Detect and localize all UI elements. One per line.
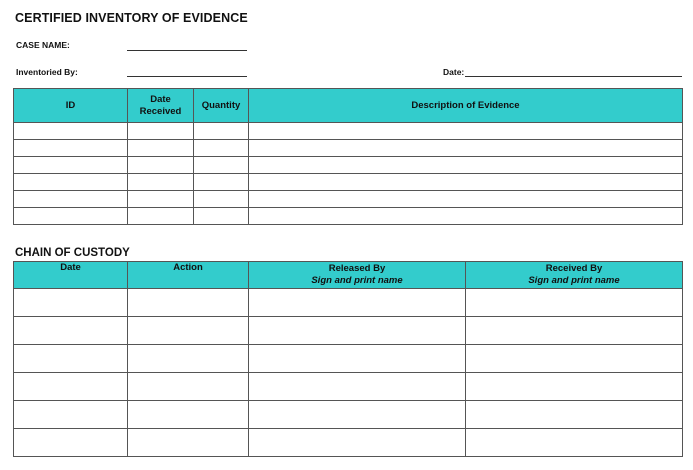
table-cell[interactable] xyxy=(249,317,466,345)
inventory-rows xyxy=(14,123,683,225)
table-cell[interactable] xyxy=(249,140,683,157)
custody-row xyxy=(14,345,683,373)
received-by-sub: Sign and print name xyxy=(528,275,620,286)
table-cell[interactable] xyxy=(14,174,128,191)
date-label: Date: xyxy=(443,67,465,77)
table-cell[interactable] xyxy=(194,208,249,225)
table-cell[interactable] xyxy=(249,174,683,191)
header-action: Action xyxy=(128,262,249,289)
custody-table xyxy=(13,261,683,457)
table-cell[interactable] xyxy=(128,174,194,191)
table-cell[interactable] xyxy=(249,401,466,429)
table-cell[interactable] xyxy=(249,429,466,457)
inventory-row xyxy=(14,174,683,191)
table-cell[interactable] xyxy=(14,429,128,457)
inventory-row xyxy=(14,123,683,140)
table-cell[interactable] xyxy=(194,191,249,208)
table-cell[interactable] xyxy=(128,208,194,225)
table-cell[interactable] xyxy=(14,345,128,373)
table-cell[interactable] xyxy=(249,289,466,317)
table-cell[interactable] xyxy=(128,123,194,140)
header-date: Date xyxy=(14,262,128,289)
table-cell[interactable] xyxy=(249,157,683,174)
table-cell[interactable] xyxy=(466,317,683,345)
table-cell[interactable] xyxy=(14,208,128,225)
table-cell[interactable] xyxy=(14,317,128,345)
header-date-received-line2: Received xyxy=(139,105,182,117)
released-by-sub: Sign and print name xyxy=(311,275,403,286)
table-cell[interactable] xyxy=(128,140,194,157)
table-cell[interactable] xyxy=(249,373,466,401)
header-received-by xyxy=(466,262,683,289)
table-cell[interactable] xyxy=(194,140,249,157)
case-name-field[interactable] xyxy=(127,50,247,51)
table-cell[interactable] xyxy=(194,123,249,140)
received-by-label: Received By xyxy=(545,263,603,274)
table-cell[interactable] xyxy=(14,140,128,157)
inventory-row xyxy=(14,208,683,225)
inventory-row xyxy=(14,157,683,174)
inventoried-by-label: Inventoried By: xyxy=(16,67,78,77)
table-cell[interactable] xyxy=(466,345,683,373)
inventory-row xyxy=(14,140,683,157)
custody-rows xyxy=(14,289,683,457)
inventory-table xyxy=(13,88,683,225)
table-cell[interactable] xyxy=(128,429,249,457)
header-description: Description of Evidence xyxy=(249,89,683,123)
table-cell[interactable] xyxy=(128,191,194,208)
table-cell[interactable] xyxy=(194,157,249,174)
table-cell[interactable] xyxy=(128,157,194,174)
custody-row xyxy=(14,289,683,317)
header-released-by xyxy=(249,262,466,289)
custody-row xyxy=(14,373,683,401)
table-cell[interactable] xyxy=(466,373,683,401)
table-cell[interactable] xyxy=(128,345,249,373)
inventory-row xyxy=(14,191,683,208)
table-cell[interactable] xyxy=(128,373,249,401)
table-cell[interactable] xyxy=(466,401,683,429)
table-cell[interactable] xyxy=(194,174,249,191)
inventoried-by-field[interactable] xyxy=(127,76,247,77)
header-date-received xyxy=(128,89,194,123)
header-date-received-line1: Date xyxy=(150,93,171,105)
chain-of-custody-title: CHAIN OF CUSTODY xyxy=(15,247,130,259)
table-cell[interactable] xyxy=(14,401,128,429)
document-title: CERTIFIED INVENTORY OF EVIDENCE xyxy=(15,11,248,25)
date-field[interactable] xyxy=(465,76,682,77)
table-cell[interactable] xyxy=(14,373,128,401)
table-cell[interactable] xyxy=(14,289,128,317)
table-cell[interactable] xyxy=(14,157,128,174)
table-cell[interactable] xyxy=(128,317,249,345)
table-cell[interactable] xyxy=(466,429,683,457)
table-cell[interactable] xyxy=(14,191,128,208)
table-cell[interactable] xyxy=(128,401,249,429)
table-cell[interactable] xyxy=(249,345,466,373)
table-cell[interactable] xyxy=(249,208,683,225)
table-cell[interactable] xyxy=(249,123,683,140)
table-cell[interactable] xyxy=(14,123,128,140)
table-cell[interactable] xyxy=(249,191,683,208)
header-id: ID xyxy=(14,89,128,123)
case-name-label: CASE NAME: xyxy=(16,40,70,50)
table-cell[interactable] xyxy=(128,289,249,317)
custody-row xyxy=(14,401,683,429)
table-cell[interactable] xyxy=(466,289,683,317)
header-quantity: Quantity xyxy=(194,89,249,123)
released-by-label: Released By xyxy=(328,263,386,274)
custody-row xyxy=(14,317,683,345)
custody-row xyxy=(14,429,683,457)
